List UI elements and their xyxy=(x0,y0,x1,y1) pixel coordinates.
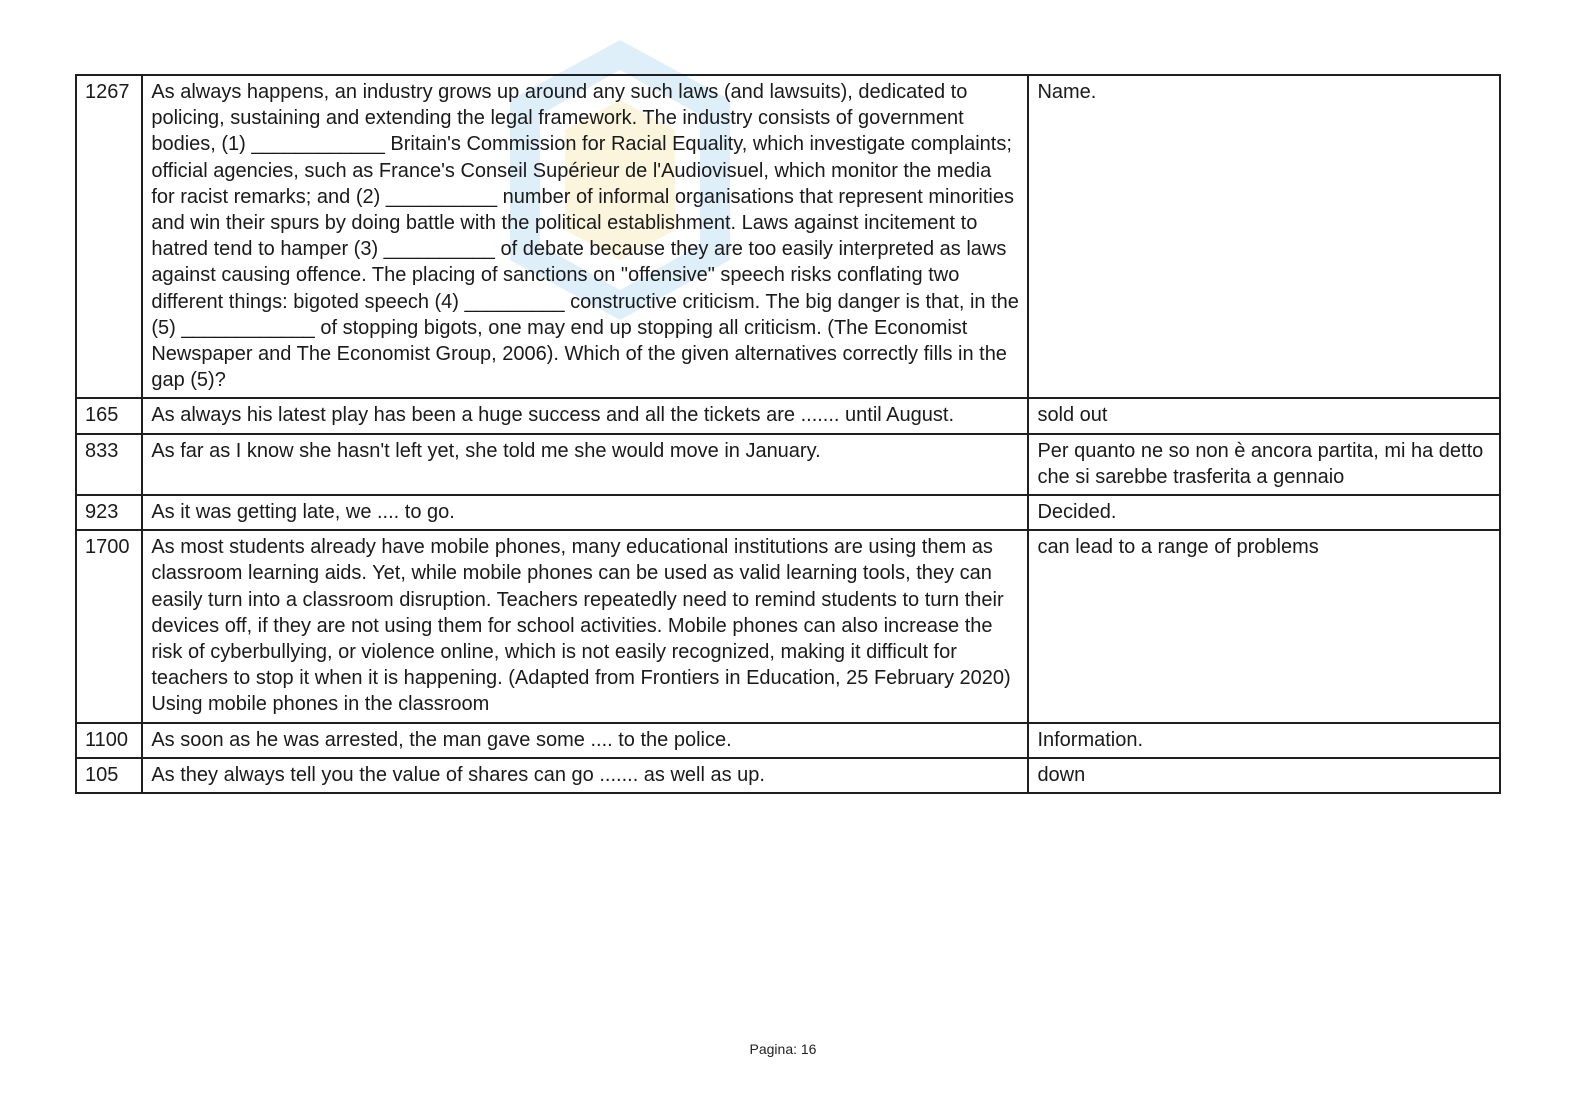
table-row xyxy=(76,530,1500,722)
table-row xyxy=(76,434,1500,495)
question-text: As far as I know she hasn't left yet, she told me she would move in January. xyxy=(142,434,1028,495)
question-text: As soon as he was arrested, the man gave some .... to the police. xyxy=(142,723,1028,758)
question-id: 165 xyxy=(76,398,142,433)
question-text: As always his latest play has been a huge success and all the tickets are ....... until August. xyxy=(142,398,1028,433)
answer-text: down xyxy=(1028,758,1500,793)
table-row xyxy=(76,75,1500,398)
question-text: As always happens, an industry grows up around any such laws (and lawsuits), dedicated to policing, sustaining and extending the legal framework. The industry consists of government bodies, (1) ____________ Britain's Commission for Racial Equality, which investigate complaints; official agencies, such as France's Conseil Supérieur de l'Audiovisuel, which monitor the media for racist remarks; and (2) __________ number of informal organisations that represent minorities and win their spurs by doing battle with the political establishment. Laws against incitement to hatred tend to hamper (3) __________ of debate because they are too easily interpreted as laws against causing offence. The placing of sanctions on "offensive" speech risks conflating two different things: bigoted speech (4) _________ constructive criticism. The big danger is that, in the (5) ____________ of stopping bigots, one may end up stopping all criticism. (The Economist Newspaper and The Economist Group, 2006). Which of the given alternatives correctly fills in the gap (5)? xyxy=(142,75,1028,398)
answer-text: Name. xyxy=(1028,75,1500,398)
question-id: 105 xyxy=(76,758,142,793)
questions-table xyxy=(75,74,1501,794)
answer-text: can lead to a range of problems xyxy=(1028,530,1500,722)
question-text: As most students already have mobile phones, many educational institutions are using them as classroom learning aids. Yet, while mobile phones can be used as valid learning tools, they can easily turn into a classroom disruption. Teachers repeatedly need to remind students to turn their devices off, if they are not using them for school activities. Mobile phones can also increase the risk of cyberbullying, or violence online, which is not easily recognized, making it difficult for teachers to stop it when it is happening. (Adapted from Frontiers in Education, 25 February 2020) Using mobile phones in the classroom xyxy=(142,530,1028,722)
question-id: 1100 xyxy=(76,723,142,758)
table-row xyxy=(76,758,1500,793)
question-id: 923 xyxy=(76,495,142,530)
answer-text: Information. xyxy=(1028,723,1500,758)
answer-text: sold out xyxy=(1028,398,1500,433)
question-text: As it was getting late, we .... to go. xyxy=(142,495,1028,530)
page-number: Pagina: 16 xyxy=(749,1041,817,1057)
question-id: 833 xyxy=(76,434,142,495)
question-id: 1700 xyxy=(76,530,142,722)
table-row xyxy=(76,495,1500,530)
table-row xyxy=(76,723,1500,758)
answer-text: Decided. xyxy=(1028,495,1500,530)
question-id: 1267 xyxy=(76,75,142,398)
question-text: As they always tell you the value of shares can go ....... as well as up. xyxy=(142,758,1028,793)
table-row xyxy=(76,398,1500,433)
answer-text: Per quanto ne so non è ancora partita, mi ha detto che si sarebbe trasferita a gennaio xyxy=(1028,434,1500,495)
